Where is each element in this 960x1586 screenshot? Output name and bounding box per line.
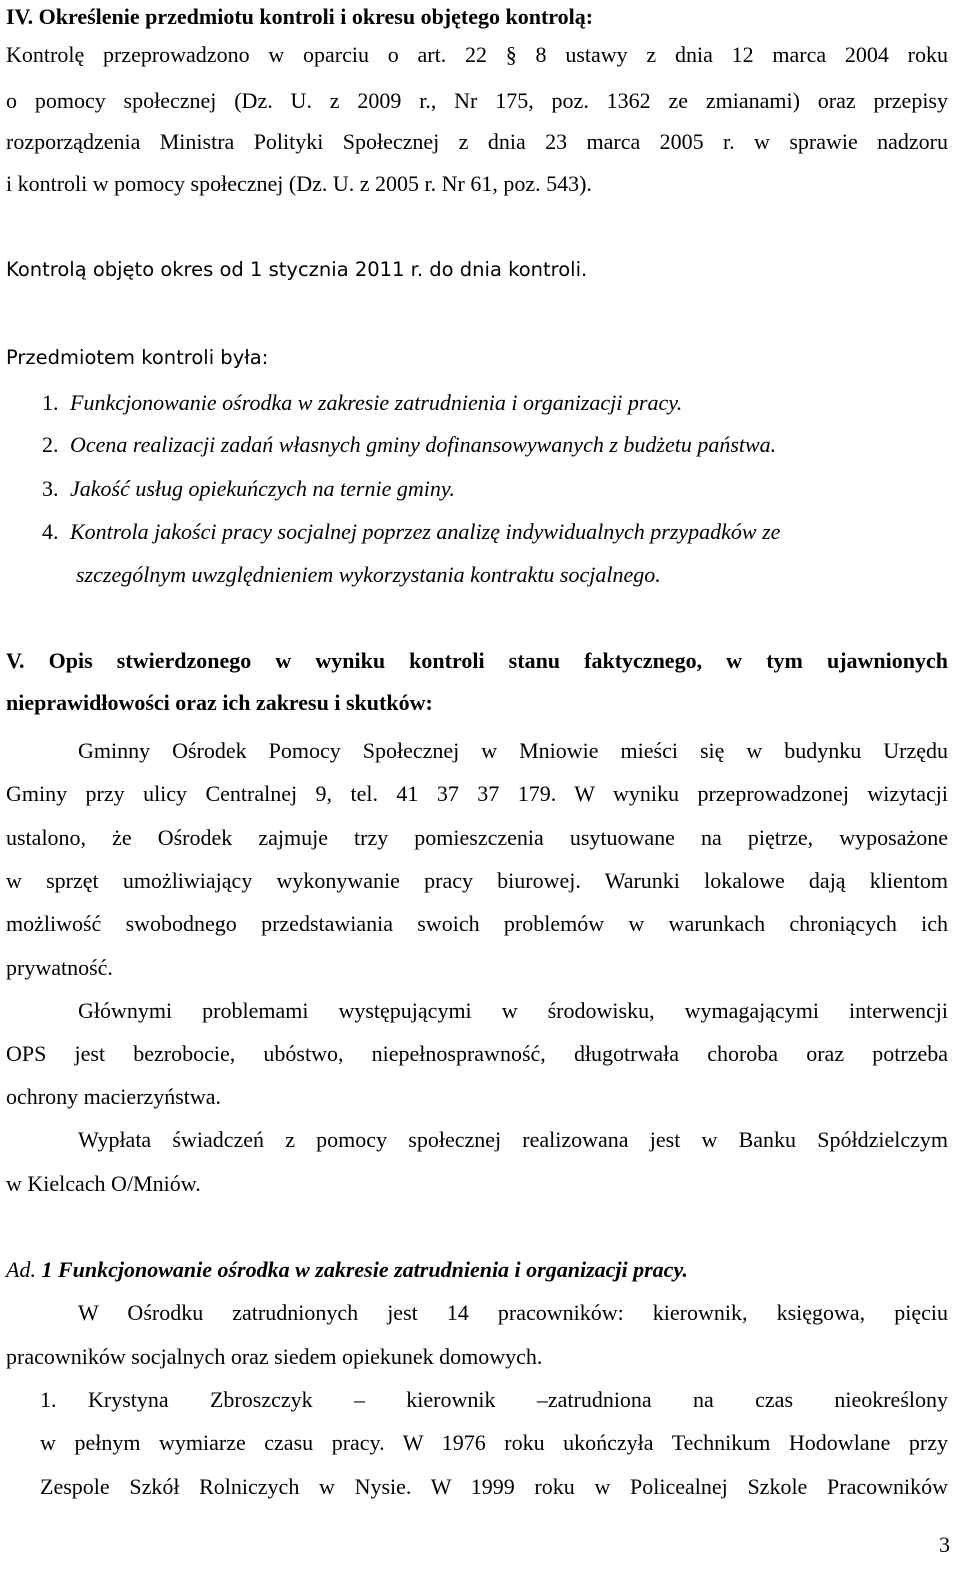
para3-line-2: w Kielcach O/Mniów. [6,1171,201,1196]
employee-item-1-line-1: Krystyna Zbroszczyk – kierownik –zatrudniona na czas nieokreślony [88,1387,948,1412]
subject-item-1: 1. Funkcjonowanie ośrodka w zakresie zatrudnienia i organizacji pracy. [42,390,683,415]
para1-line-6: prywatność. [6,955,113,980]
section-iv-heading: IV. Określenie przedmiotu kontroli i okresu objętego kontrolą: [6,4,594,29]
ad1-heading [6,1257,948,1283]
para1-line-5: możliwość swobodnego przedstawiania swoich problemów w warunkach chroniących ich [6,911,948,936]
section-v-heading-line-1: V. Opis stwierdzonego w wyniku kontroli stanu faktycznego, w tym ujawnionych [6,648,948,673]
para3-line-1: Wypłata świadczeń z pomocy społecznej realizowana jest w Banku Spółdzielczym [78,1127,948,1152]
basis-line-2: o pomocy społecznej (Dz. U. z 2009 r., Nr 175, poz. 1362 ze zmianami) oraz przepisy [6,88,948,113]
para1-line-2: Gminy przy ulicy Centralnej 9, tel. 41 37 37 179. W wyniku przeprowadzonej wizytacji [6,781,948,806]
subject-item-4-continuation: szczególnym uwzględnieniem wykorzystania kontraktu socjalnego. [76,562,661,587]
para1-line-3: ustalono, że Ośrodek zajmuje trzy pomieszczenia usytuowane na piętrze, wyposażone [6,825,948,850]
subject-intro: Przedmiotem kontroli była: [6,346,269,369]
para2-line-3: ochrony macierzyństwa. [6,1084,222,1109]
basis-line-1: Kontrolę przeprowadzono w oparciu o art. 22 § 8 ustawy z dnia 12 marca 2004 roku [6,42,948,67]
section-v-heading-line-2: nieprawidłowości oraz ich zakresu i skutków: [6,690,433,715]
subject-item-3: 3. Jakość usług opiekuńczych na ternie gminy. [42,476,455,501]
page-number: 3 [939,1532,950,1557]
basis-line-4: i kontroli w pomocy społecznej (Dz. U. z 2005 r. Nr 61, poz. 543). [6,171,592,196]
basis-line-3: rozporządzenia Ministra Polityki Społecznej z dnia 23 marca 2005 r. w sprawie nadzoru [6,129,948,154]
para2-line-2: OPS jest bezrobocie, ubóstwo, niepełnosprawność, długotrwała choroba oraz potrzeba [6,1041,948,1066]
employee-item-1-line-3: Zespole Szkół Rolniczych w Nysie. W 1999 roku w Policealnej Szkole Pracowników [40,1474,948,1499]
para1-line-1: Gminny Ośrodek Pomocy Społecznej w Mniowie mieści się w budynku Urzędu [78,738,948,763]
ad1-para-line-1: W Ośrodku zatrudnionych jest 14 pracowników: kierownik, księgowa, pięciu [78,1300,948,1325]
ad1-title: 1 Funkcjonowanie ośrodka w zakresie zatrudnienia i organizacji pracy. [41,1257,688,1282]
subject-item-2: 2. Ocena realizacji zadań własnych gminy dofinansowywanych z budżetu państwa. [42,432,777,457]
ad1-para-line-2: pracowników socjalnych oraz siedem opiekunek domowych. [6,1344,543,1369]
para2-line-1: Głównymi problemami występującymi w środowisku, wymagającymi interwencji [78,998,948,1023]
employee-item-1: 1. [40,1387,57,1412]
employee-item-1-line-2: w pełnym wymiarze czasu pracy. W 1976 roku ukończyła Technikum Hodowlane przy [40,1430,948,1455]
ad1-prefix: Ad. [6,1257,36,1282]
control-period: Kontrolą objęto okres od 1 stycznia 2011 r. do dnia kontroli. [6,258,588,281]
subject-item-4: 4. Kontrola jakości pracy socjalnej poprzez analizę indywidualnych przypadków ze [42,519,781,544]
para1-line-4: w sprzęt umożliwiający wykonywanie pracy biurowej. Warunki lokalowe dają klientom [6,868,948,893]
